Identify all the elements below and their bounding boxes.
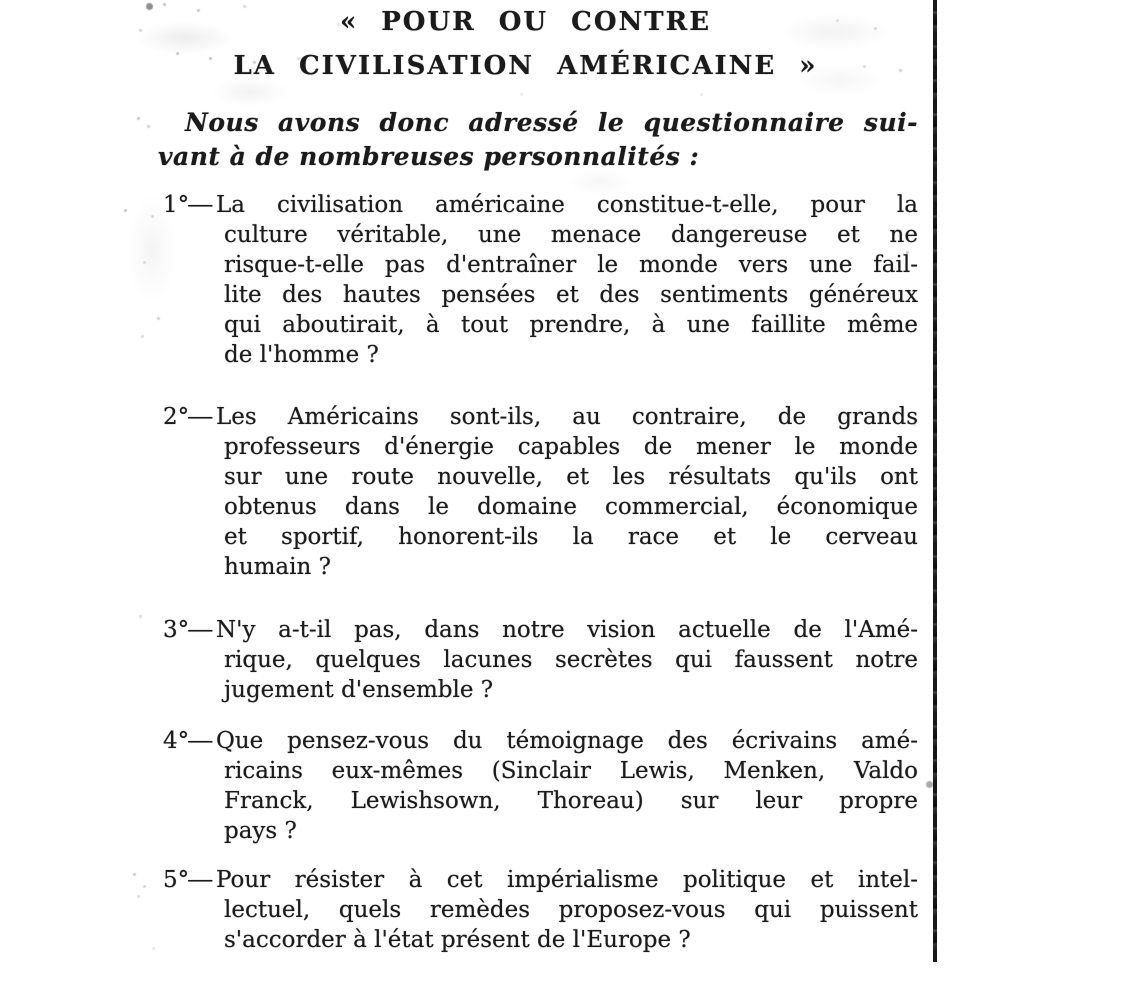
question-line: ricains eux-mêmes (Sinclair Lewis, Menken, Valdo xyxy=(224,758,918,784)
intro-line1: Nous avons donc adressé le questionnaire sui- xyxy=(185,108,918,137)
question-text xyxy=(216,615,918,705)
question-item-2 xyxy=(133,402,918,582)
question-text xyxy=(216,190,918,370)
question-item-1 xyxy=(133,190,918,370)
question-line: sur une route nouvelle, et les résultats qu'ils ont xyxy=(224,464,918,490)
question-line: s'accorder à l'état présent de l'Europe ? xyxy=(224,927,691,953)
question-item-5 xyxy=(133,865,918,955)
question-number: 5° xyxy=(163,867,190,893)
article-title-line1: « POUR OU CONTRE xyxy=(339,7,712,37)
intro-line2: vant à de nombreuses personnalités : xyxy=(158,142,700,171)
question-line: qui aboutirait, à tout prendre, à une faillite même xyxy=(224,312,918,338)
question-line: lectuel, quels remèdes proposez-vous qui puissent xyxy=(224,897,918,923)
question-line: rique, quelques lacunes secrètes qui faussent notre xyxy=(224,647,918,673)
question-item-4 xyxy=(133,726,918,846)
question-text xyxy=(216,726,918,846)
question-line: de l'homme ? xyxy=(224,342,379,368)
question-number: 2° xyxy=(163,404,190,430)
question-line: Pour résister à cet impérialisme politique et intel- xyxy=(216,867,918,893)
question-line: Franck, Lewishsown, Thoreau) sur leur propre xyxy=(224,788,918,814)
question-line: culture véritable, une menace dangereuse et ne xyxy=(224,222,918,248)
question-item-3 xyxy=(133,615,918,705)
question-dash: — xyxy=(187,867,214,893)
question-line: et sportif, honorent-ils la race et le cerveau xyxy=(224,524,918,550)
question-dash: — xyxy=(187,728,214,754)
article-column xyxy=(133,0,918,990)
question-line: N'y a-t-il pas, dans notre vision actuelle de l'Amé- xyxy=(216,617,918,643)
scan-noise xyxy=(0,0,3,3)
question-line: obtenus dans le domaine commercial, économique xyxy=(224,494,918,520)
question-line: pays ? xyxy=(224,818,297,844)
question-text xyxy=(216,402,918,582)
question-text xyxy=(216,865,918,955)
question-line: Les Américains sont-ils, au contraire, de grands xyxy=(216,404,918,430)
question-line: lite des hautes pensées et des sentiments généreux xyxy=(224,282,918,308)
question-number: 3° xyxy=(163,617,190,643)
question-number: 1° xyxy=(163,192,190,218)
questionnaire-list xyxy=(133,190,918,955)
question-dash: — xyxy=(187,192,214,218)
question-line: Que pensez-vous du témoignage des écrivains amé- xyxy=(216,728,918,754)
question-line: humain ? xyxy=(224,554,331,580)
question-line: risque-t-elle pas d'entraîner le monde vers une fail- xyxy=(224,252,918,278)
column-rule xyxy=(933,0,937,962)
question-line: professeurs d'énergie capables de mener le monde xyxy=(224,434,918,460)
question-dash: — xyxy=(187,617,214,643)
question-line: jugement d'ensemble ? xyxy=(224,677,494,703)
question-dash: — xyxy=(187,404,214,430)
question-line: La civilisation américaine constitue-t-elle, pour la xyxy=(216,192,918,218)
article-title-line2: LA CIVILISATION AMÉRICAINE » xyxy=(233,51,818,81)
question-number: 4° xyxy=(163,728,190,754)
